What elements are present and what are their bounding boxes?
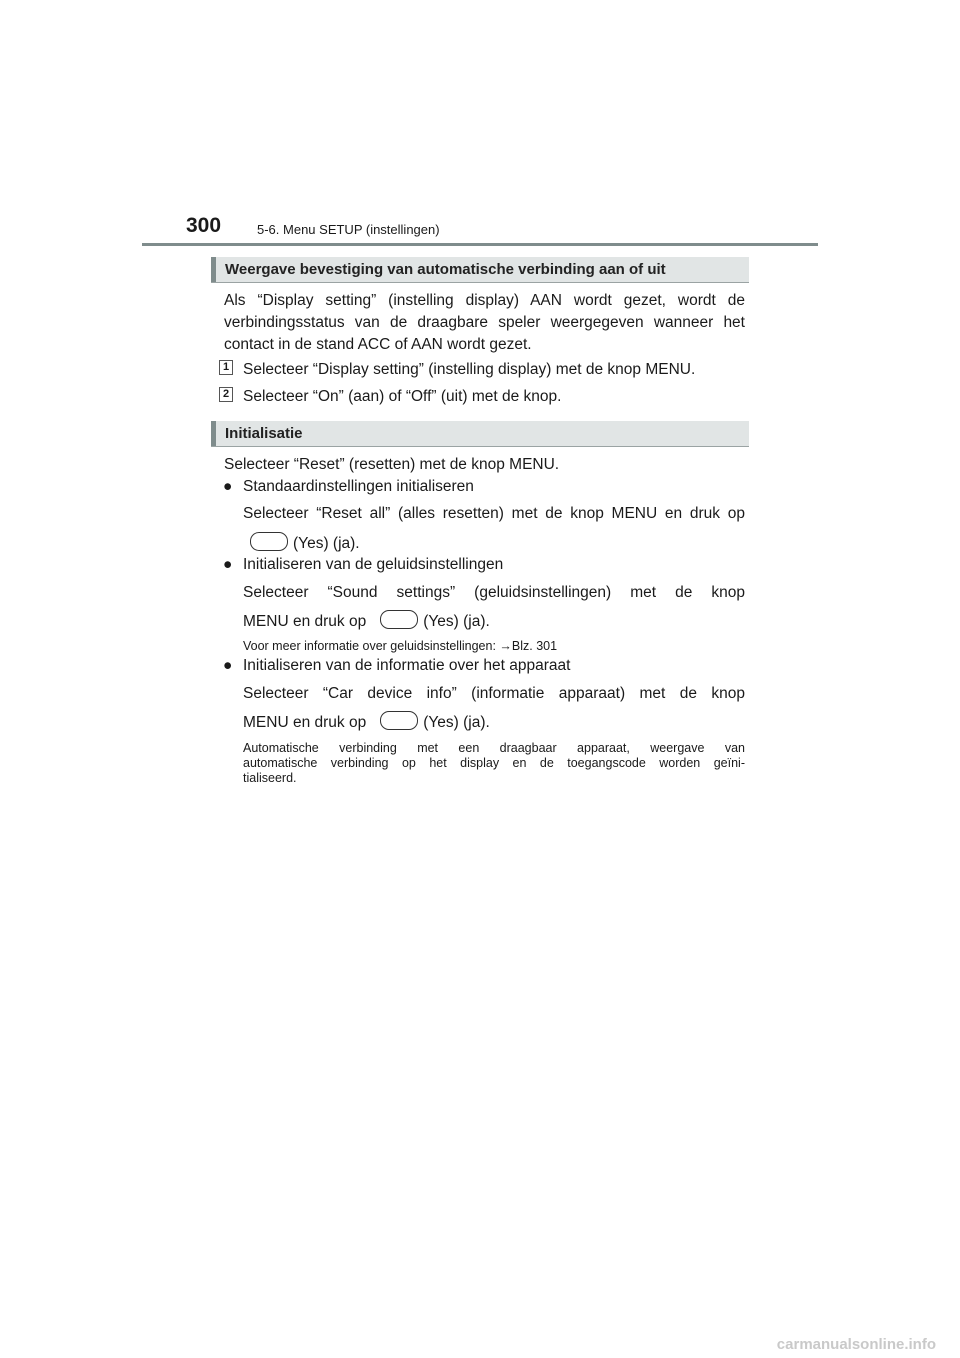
section-accent	[211, 257, 216, 282]
running-head: 5-6. Menu SETUP (instellingen)	[257, 222, 440, 237]
yes-label: (Yes) (ja).	[423, 613, 490, 630]
page-number: 300	[186, 214, 222, 237]
intro-line-3: contact in de stand ACC of AAN wordt gezet.	[224, 336, 532, 353]
yes-button-icon	[250, 532, 288, 551]
step-text-1: Selecteer “Display setting” (instelling display) met de knop MENU.	[243, 361, 696, 378]
item-heading-defaults: Standaardinstellingen initialiseren	[243, 478, 474, 495]
device-note-line-3: tialiseerd.	[243, 771, 297, 785]
section-title: Weergave bevestiging van automatische verbinding aan of uit	[225, 261, 666, 278]
step-text-2: Selecteer “On” (aan) of “Off” (uit) met de knop.	[243, 388, 562, 405]
intro-line-1: Als “Display setting” (instelling display) AAN wordt gezet, wordt de	[224, 292, 745, 309]
reset-intro: Selecteer “Reset” (resetten) met de knop MENU.	[224, 456, 560, 473]
watermark: carmanualsonline.info	[776, 1336, 936, 1353]
step-number-2: 2	[219, 387, 233, 402]
yes-label: (Yes) (ja).	[293, 535, 360, 552]
step-number-1: 1	[219, 360, 233, 375]
item-instruction-defaults-cont	[243, 532, 745, 553]
header-rule	[142, 243, 818, 246]
section-accent	[211, 421, 216, 446]
yes-button-icon	[380, 711, 418, 730]
device-note-line-1: Automatische verbinding met een draagbaar apparaat, weergave van	[243, 741, 745, 755]
menu-label: MENU en druk op	[243, 714, 367, 731]
item-heading-device-info: Initialiseren van de informatie over het apparaat	[243, 657, 571, 674]
section-heading-auto-connect	[211, 257, 749, 283]
item-heading-sound: Initialiseren van de geluidsinstellingen	[243, 556, 504, 573]
device-note-line-2: automatische verbinding op het display en de toegangscode worden geïni-	[243, 756, 745, 770]
item-instruction-device-info: Selecteer “Car device info” (informatie apparaat) met de knop	[243, 685, 745, 702]
item-instruction-defaults: Selecteer “Reset all” (alles resetten) met de knop MENU en druk op	[243, 505, 745, 522]
item-instruction-device-info-cont	[243, 711, 745, 732]
section-heading-initialisatie	[211, 421, 749, 447]
section-title: Initialisatie	[225, 425, 303, 442]
bullet-icon: ●	[223, 657, 233, 674]
bullet-icon: ●	[223, 478, 233, 495]
bullet-icon: ●	[223, 556, 233, 573]
intro-line-2: verbindingsstatus van de draagbare speler weergegeven wanneer het	[224, 314, 745, 331]
item-instruction-sound-cont	[243, 610, 745, 631]
yes-label: (Yes) (ja).	[423, 714, 490, 731]
sound-note: Voor meer informatie over geluidsinstellingen: →Blz. 301	[243, 639, 558, 653]
item-instruction-sound: Selecteer “Sound settings” (geluidsinstellingen) met de knop	[243, 584, 745, 601]
yes-button-icon	[380, 610, 418, 629]
menu-label: MENU en druk op	[243, 613, 367, 630]
